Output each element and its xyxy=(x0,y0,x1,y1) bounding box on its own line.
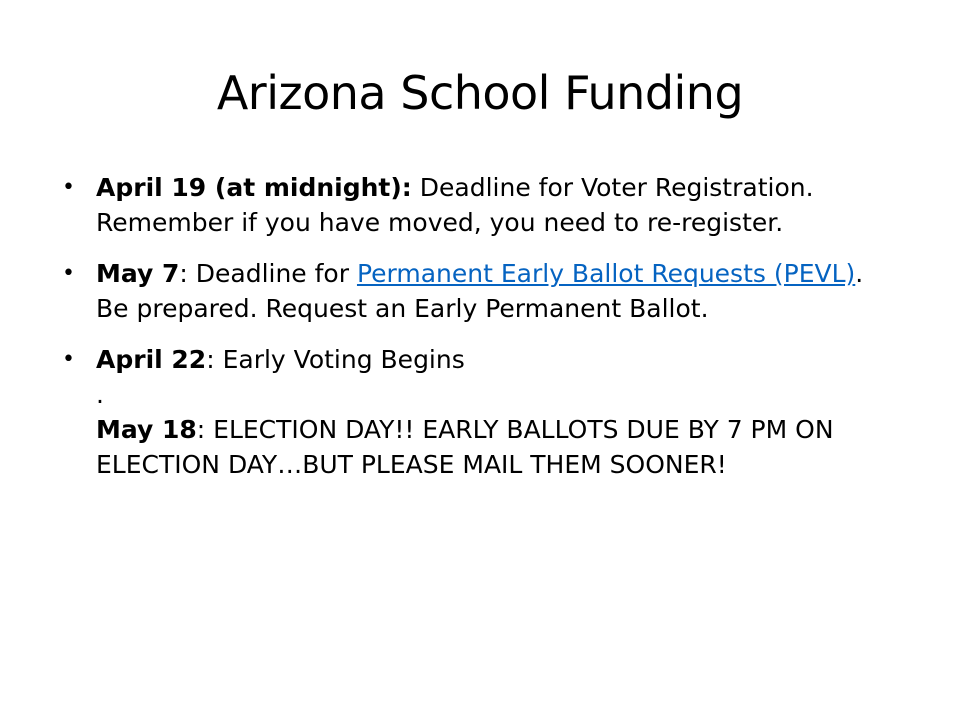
bullet-early-voting xyxy=(62,342,902,482)
early-voting-line xyxy=(96,342,902,377)
bullet-text: Deadline for Voter Registration. Remember if you have moved, you need to re-register. xyxy=(96,173,814,237)
bullet-icon: • xyxy=(62,175,75,200)
bullet-label: May 18 xyxy=(96,415,197,444)
bullet-label: May 7 xyxy=(96,259,180,288)
bullet-list xyxy=(62,170,902,498)
bullet-text: : ELECTION DAY!! EARLY BALLOTS DUE BY 7 PM ON ELECTION DAY…BUT PLEASE MAIL THEM SOONER! xyxy=(96,415,834,479)
separator-dot: . xyxy=(96,380,104,409)
bullet-text: . Be prepared. Request an Early Permanent Ballot. xyxy=(96,259,864,323)
bullet-text: : Deadline for xyxy=(179,259,357,288)
bullet-pevl-deadline xyxy=(62,256,902,326)
slide-title: Arizona School Funding xyxy=(216,66,744,120)
bullet-icon: • xyxy=(62,261,75,286)
bullet-voter-registration xyxy=(62,170,902,240)
election-day-line xyxy=(96,412,902,482)
pevl-link[interactable]: Permanent Early Ballot Requests (PEVL) xyxy=(356,259,856,288)
bullet-label: April 22 xyxy=(96,345,207,374)
bullet-text: : Early Voting Begins xyxy=(206,345,465,374)
bullet-label: April 19 (at midnight): xyxy=(96,173,412,202)
bullet-icon: • xyxy=(62,347,75,372)
